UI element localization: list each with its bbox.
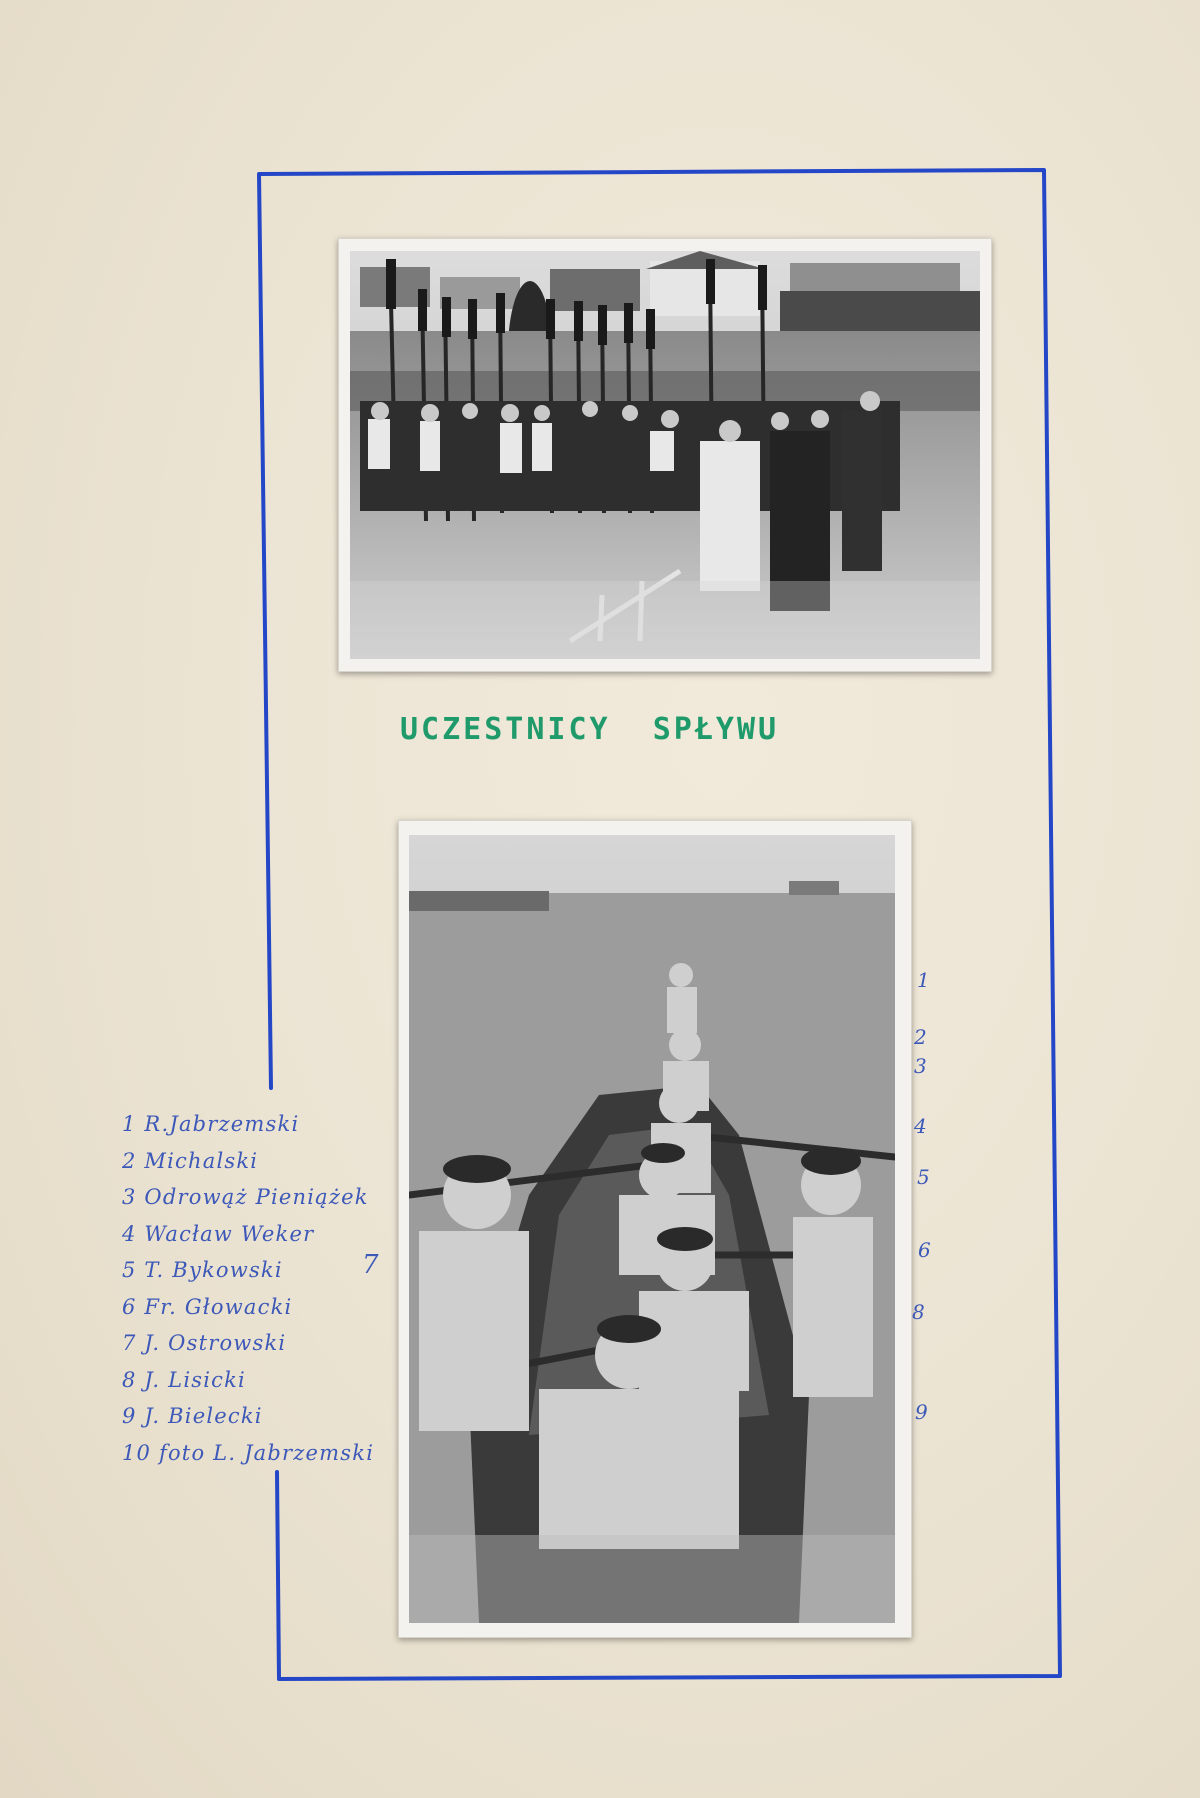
participants-legend: [122, 1106, 374, 1471]
photo-crew-in-boat: [398, 820, 912, 1638]
side-number: 2: [914, 1025, 927, 1049]
side-number: 1: [917, 968, 930, 992]
legend-entry: 6 Fr. Głowacki: [122, 1294, 293, 1319]
legend-entry: 8 J. Lisicki: [122, 1367, 246, 1392]
legend-entry: 7 J. Ostrowski: [122, 1331, 287, 1355]
legend-entry: 2 Michalski: [122, 1148, 259, 1173]
album-caption: UCZESTNICY SPŁYWU: [400, 712, 780, 747]
side-number: 8: [912, 1300, 925, 1324]
side-number: 4: [914, 1114, 927, 1138]
legend-entry: 3 Odrowąż Pieniążek: [122, 1185, 369, 1209]
legend-entry: 5 T. Bykowski: [122, 1258, 283, 1282]
side-number: 6: [918, 1238, 931, 1262]
side-number: 3: [914, 1054, 927, 1078]
legend-entry: 9 J. Bielecki: [122, 1404, 263, 1428]
legend-entry: 1 R.Jabrzemski: [122, 1112, 300, 1136]
legend-entry: 10 foto L. Jabrzemski: [122, 1440, 375, 1465]
side-number: 9: [915, 1400, 928, 1424]
legend-entry: 4 Wacław Weker: [122, 1221, 315, 1246]
legend-extra-mark: 7: [362, 1250, 379, 1280]
side-number: 5: [917, 1165, 930, 1189]
photo-rowers-with-oars: [338, 238, 992, 672]
